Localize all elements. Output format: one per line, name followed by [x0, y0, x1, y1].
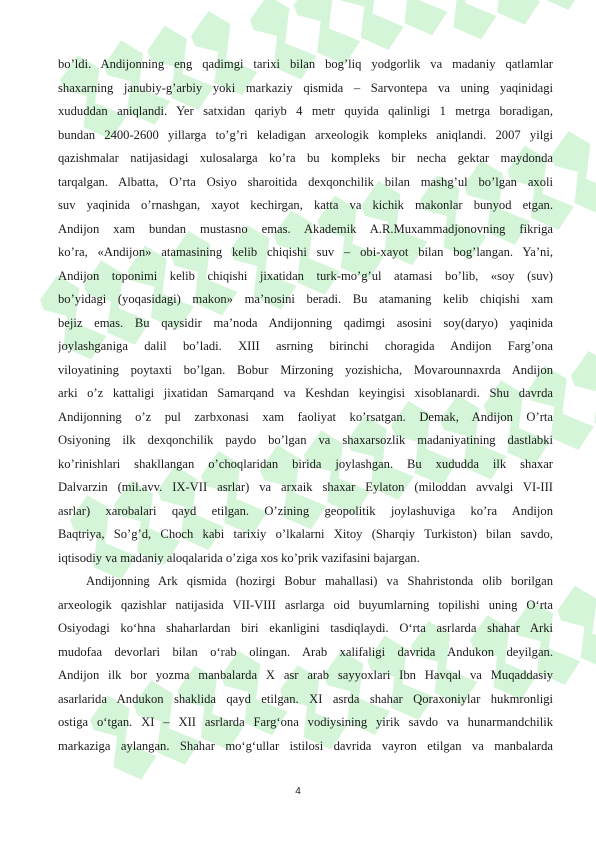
text-line: Andijon ilk bor yozma manbalarda X asr arab sayyoxlari Ibn Havqal va Muqaddasiy: [58, 668, 553, 682]
text-line: ko’ra, «Andijon» atamasining kelib chiqishi suv – obi-xayot bilan bog’langan. Ya’ni,: [58, 245, 553, 259]
text-line: bejiz emas. Bu qaysidir ma’noda Andijonning qadimgi asosini soy(daryo) yaqinida: [58, 315, 553, 330]
text-line: arxeologik qazishlar natijasida VII-VIII asrlarga oid buyumlarning topilishi uning O‘rta: [58, 597, 553, 612]
text-line: Andijon xam bundan mustasno emas. Akademik A.R.Muxammadjonovning fikriga: [58, 221, 553, 236]
text-line: Andijonning o’z pul zarbxonasi xam faoliyat ko’rsatgan. Demak, Andijon O’rta: [58, 409, 553, 424]
text-line: ko’rinishlari shakllangan o’choqlaridan birida joylashgan. Bu xududda ilk shaxar: [58, 456, 553, 471]
page-number: 4: [295, 786, 301, 797]
text-line: Andijon toponimi kelib chiqishi jixatidan turk-mo’g’ul atamasi bo’lib, «soy (suv): [58, 268, 553, 283]
text-line: asarlarida Andukon shaklida qayd etilgan. XI asrda shahar Qoraxoniylar hukmronligi: [58, 691, 553, 706]
text-line: mudofaa devorlari bilan o‘rab olingan. Arab xalifaligi davrida Andukon deyilgan.: [58, 644, 553, 659]
body-text: [58, 53, 553, 758]
text-line: bo’yidagi (yoqasidagi) makon» ma’nosini beradi. Bu atamaning kelib chiqishi xam: [58, 292, 553, 306]
text-line: iqtisodiy va madaniy aloqalarida o’ziga xos ko’prik vazifasini bajargan.: [58, 550, 420, 565]
text-line: bundan 2400-2600 yillarga to’g’ri keladigan arxeologik kompleks aniqlandi. 2007 yilgi: [58, 127, 553, 142]
text-line: Osiyodagi ko‘hna shaharlardan biri ekanligini tasdiqlaydi. O‘rta asrlarda shahar Arki: [58, 621, 553, 635]
text-line: Baqtriya, So’g’d, Choch kabi tarixiy o’lkalarni Xitoy (Sharqiy Turkiston) bilan savdo,: [58, 527, 553, 541]
text-line: joylashganiga dalil bo’ladi. XIII asrning birinchi choragida Andijon Farg’ona: [58, 339, 553, 353]
text-line: bo’ldi. Andijonning eng qadimgi tarixi bilan bog’liq yodgorlik va madaniy qatlamlar: [58, 57, 553, 71]
text-line: shaxarning janubiy-g’arbiy yoki markaziy qismida – Sarvontepa va uning yaqinidagi: [58, 80, 553, 95]
text-line: Osiyoning ilk dexqonchilik paydo bo’lgan va shaxarsozlik madaniyatining dastlabki: [58, 433, 553, 447]
text-line: viloyatining poytaxti bo’lgan. Bobur Mirzoning yozishicha, Movarounnaxrda Andijon: [58, 362, 553, 377]
text-line: suv yaqinida o’rnashgan, xayot kechirgan, katta va kichik makonlar bunyod etgan.: [58, 198, 553, 212]
text-line: Andijonning Ark qismida (hozirgi Bobur mahallasi) va Shahristonda olib borilgan: [86, 574, 553, 588]
text-line: ostiga o‘tgan. XI – XII asrlarda Farg‘ona vodiysining yirik savdo va hunarmandchilik: [58, 715, 553, 729]
text-line: xududdan aniqlandi. Yer satxidan qariyb 4 metr quyida qalinligi 1 metrga boradigan,: [58, 104, 553, 118]
text-line: asrlar) xarobalari qayd etilgan. O’zining geopolitik joylashuviga ko’ra Andijon: [58, 503, 553, 518]
text-line: tarqalgan. Albatta, O’rta Osiyo sharoitida dexqonchilik bilan mashg’ul bo’lgan axoli: [58, 174, 553, 189]
text-line: markaziga aylangan. Shahar mo‘g‘ullar istilosi davrida vayron etilgan va manbalarda: [58, 738, 553, 753]
text-line: qazishmalar natijasidagi xulosalarga ko’ra bu kompleks bir necha gektar maydonda: [58, 151, 553, 165]
text-line: Dalvarzin (mil.avv. IX-VII asrlar) va arxaik shaxar Eylaton (miloddan avvalgi VI-III: [58, 480, 553, 494]
text-line: arki o’z kattaligi jixatidan Samarqand va Keshdan keyingisi xisoblanardi. Shu davrda: [58, 386, 553, 400]
